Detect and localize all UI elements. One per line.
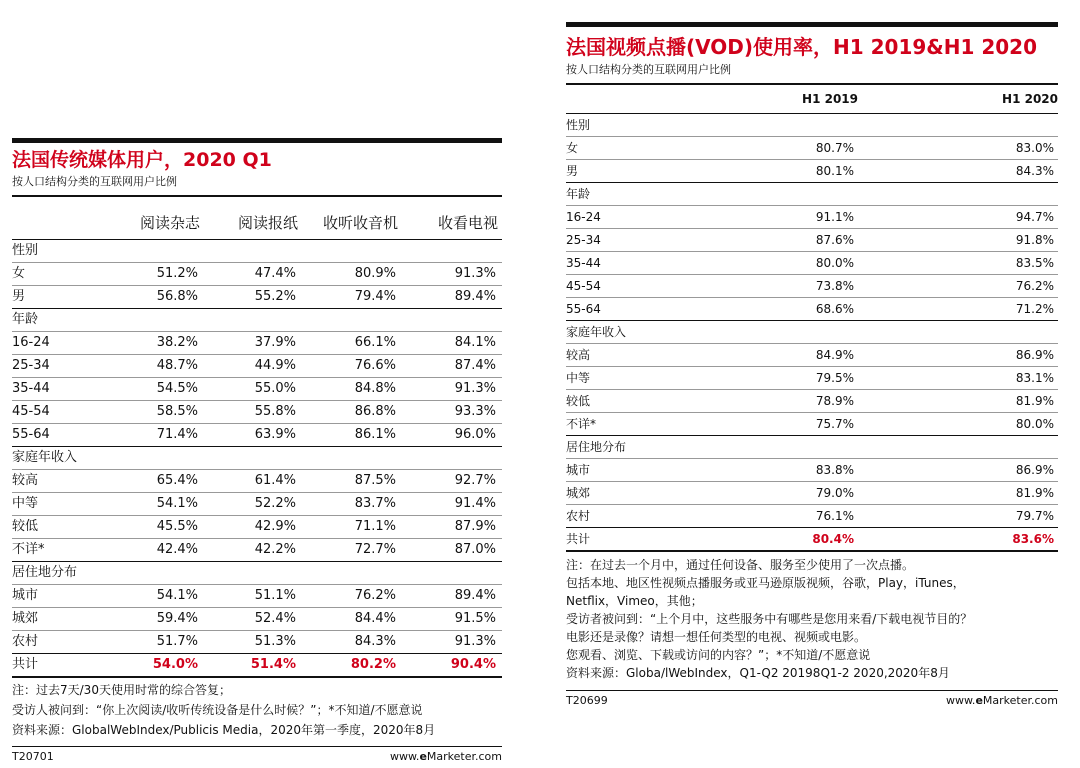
panel-subtitle: 按人口结构分类的互联网用户比例: [12, 175, 177, 188]
table-row: [566, 275, 1058, 298]
value-cell: 87.6%: [658, 229, 858, 252]
value-cell: 86.9%: [858, 344, 1058, 367]
empty-cell: [104, 240, 204, 263]
empty-cell: [204, 240, 302, 263]
header-row: [12, 197, 502, 240]
value-cell: 91.5%: [402, 608, 502, 631]
section-row: [566, 183, 1058, 206]
brand-suffix: Marketer.com: [426, 749, 502, 763]
value-cell: 83.5%: [858, 252, 1058, 275]
value-cell: 55.0%: [204, 378, 302, 401]
value-cell: 71.1%: [302, 516, 402, 539]
value-cell: 81.9%: [858, 390, 1058, 413]
value-cell: 83.1%: [858, 367, 1058, 390]
column-header: 阅读杂志: [139, 214, 200, 232]
table-row: [12, 332, 502, 355]
note-line: 注：在过去一个月中，通过任何设备、服务至少使用了一次点播。: [566, 558, 915, 572]
value-cell: 76.2%: [858, 275, 1058, 298]
note-line: 受访者被问到：“上个月中，这些服务中有哪些是您用来看/下载电视节目的？: [566, 612, 973, 626]
table-row: [566, 459, 1058, 482]
row-label: 女: [566, 137, 658, 160]
row-label: 中等: [12, 493, 104, 516]
value-cell: 66.1%: [302, 332, 402, 355]
row-label: 不详*: [566, 413, 658, 436]
table-row: [566, 505, 1058, 528]
row-label: 55-64: [566, 298, 658, 321]
value-cell: 76.1%: [658, 505, 858, 528]
section-label: 年龄: [566, 183, 658, 206]
empty-cell: [858, 114, 1058, 137]
section-row: [12, 240, 502, 263]
value-cell: 84.1%: [402, 332, 502, 355]
value-cell: 86.8%: [302, 401, 402, 424]
value-cell: 42.4%: [104, 539, 204, 562]
section-label: 居住地分布: [12, 562, 104, 585]
empty-cell: [858, 321, 1058, 344]
top-rule: [566, 22, 1058, 27]
row-label: 城市: [566, 459, 658, 482]
column-header: 收听收音机: [322, 214, 398, 232]
value-cell: 84.3%: [858, 160, 1058, 183]
empty-cell: [104, 447, 204, 470]
total-row: [566, 528, 1058, 551]
value-cell: 87.0%: [402, 539, 502, 562]
value-cell: 76.2%: [302, 585, 402, 608]
value-cell: 56.8%: [104, 286, 204, 309]
table-footer: [12, 746, 502, 765]
table-footer: [566, 690, 1058, 709]
empty-cell: [858, 183, 1058, 206]
value-cell: 94.7%: [858, 206, 1058, 229]
value-cell: 48.7%: [104, 355, 204, 378]
table-row: [12, 470, 502, 493]
panel-subtitle: 按人口结构分类的互联网用户比例: [566, 63, 731, 76]
value-cell: 80.0%: [858, 413, 1058, 436]
table-row: [12, 355, 502, 378]
section-label: 性别: [566, 114, 658, 137]
value-cell: 54.1%: [104, 585, 204, 608]
total-row: [12, 654, 502, 677]
table-row: [566, 344, 1058, 367]
value-cell: 83.8%: [658, 459, 858, 482]
brand-link[interactable]: [390, 750, 502, 763]
section-row: [12, 309, 502, 332]
empty-cell: [104, 309, 204, 332]
table-row: [566, 413, 1058, 436]
table-row: [12, 631, 502, 654]
brand-prefix: www.: [945, 693, 976, 707]
row-label: 较低: [12, 516, 104, 539]
table-row: [12, 539, 502, 562]
note-line: 注：过去7天/30天使用时常的综合答复；: [12, 683, 231, 697]
table-row: [12, 286, 502, 309]
table-row: [566, 229, 1058, 252]
value-cell: 87.9%: [402, 516, 502, 539]
value-cell: 75.7%: [658, 413, 858, 436]
value-cell: 96.0%: [402, 424, 502, 447]
section-row: [566, 321, 1058, 344]
row-label: 不详*: [12, 539, 104, 562]
table-row: [566, 137, 1058, 160]
value-cell: 71.4%: [104, 424, 204, 447]
panel-title: 法国视频点播(VOD)使用率，H1 2019&H1 2020: [566, 35, 1038, 59]
empty-cell: [204, 309, 302, 332]
value-cell: 80.7%: [658, 137, 858, 160]
value-cell: 58.5%: [104, 401, 204, 424]
row-label: 55-64: [12, 424, 104, 447]
empty-cell: [204, 447, 302, 470]
value-cell: 72.7%: [302, 539, 402, 562]
section-label: 居住地分布: [566, 436, 658, 459]
value-cell: 68.6%: [658, 298, 858, 321]
section-row: [12, 447, 502, 470]
row-label: 较高: [12, 470, 104, 493]
column-header: H1 2020: [1002, 92, 1058, 106]
header-row: [566, 85, 1058, 114]
table-id: T20699: [566, 693, 608, 707]
value-cell: 80.0%: [658, 252, 858, 275]
table-row: [566, 298, 1058, 321]
value-cell: 45.5%: [104, 516, 204, 539]
empty-cell: [858, 436, 1058, 459]
empty-cell: [402, 447, 502, 470]
column-header: [566, 85, 658, 114]
value-cell: 47.4%: [204, 263, 302, 286]
row-label: 16-24: [566, 206, 658, 229]
empty-cell: [302, 562, 402, 585]
value-cell: 38.2%: [104, 332, 204, 355]
value-cell: 91.3%: [402, 378, 502, 401]
row-label: 农村: [566, 505, 658, 528]
value-cell: 84.3%: [302, 631, 402, 654]
row-label: 共计: [12, 654, 104, 677]
empty-cell: [402, 309, 502, 332]
table-row: [566, 390, 1058, 413]
row-label: 共计: [566, 528, 658, 551]
value-cell: 73.8%: [658, 275, 858, 298]
value-cell: 87.4%: [402, 355, 502, 378]
note-line: 包括本地、地区性视频点播服务或亚马逊原版视频，谷歌，Play，iTunes，: [566, 576, 965, 590]
row-label: 城郊: [12, 608, 104, 631]
empty-cell: [402, 240, 502, 263]
value-cell: 79.5%: [658, 367, 858, 390]
value-cell: 80.4%: [658, 528, 858, 551]
value-cell: 76.6%: [302, 355, 402, 378]
value-cell: 86.1%: [302, 424, 402, 447]
value-cell: 55.8%: [204, 401, 302, 424]
value-cell: 52.2%: [204, 493, 302, 516]
value-cell: 52.4%: [204, 608, 302, 631]
value-cell: 51.4%: [204, 654, 302, 677]
row-label: 女: [12, 263, 104, 286]
empty-cell: [302, 309, 402, 332]
value-cell: 84.9%: [658, 344, 858, 367]
value-cell: 63.9%: [204, 424, 302, 447]
value-cell: 51.3%: [204, 631, 302, 654]
value-cell: 81.9%: [858, 482, 1058, 505]
section-label: 年龄: [12, 309, 104, 332]
table-row: [12, 401, 502, 424]
empty-cell: [302, 447, 402, 470]
value-cell: 71.2%: [858, 298, 1058, 321]
value-cell: 44.9%: [204, 355, 302, 378]
column-header: 收看电视: [437, 214, 498, 232]
empty-cell: [658, 183, 858, 206]
value-cell: 55.2%: [204, 286, 302, 309]
value-cell: 89.4%: [402, 286, 502, 309]
brand-link[interactable]: [946, 694, 1058, 707]
empty-cell: [104, 562, 204, 585]
row-label: 16-24: [12, 332, 104, 355]
column-header: [12, 197, 104, 240]
row-label: 45-54: [12, 401, 104, 424]
value-cell: 42.2%: [204, 539, 302, 562]
row-label: 城市: [12, 585, 104, 608]
table-row: [12, 516, 502, 539]
row-label: 中等: [566, 367, 658, 390]
value-cell: 42.9%: [204, 516, 302, 539]
row-label: 男: [12, 286, 104, 309]
column-header: H1 2019: [802, 92, 858, 106]
value-cell: 37.9%: [204, 332, 302, 355]
value-cell: 91.1%: [658, 206, 858, 229]
row-label: 男: [566, 160, 658, 183]
empty-cell: [658, 114, 858, 137]
empty-cell: [204, 562, 302, 585]
table-row: [12, 378, 502, 401]
table-row: [566, 206, 1058, 229]
value-cell: 54.0%: [104, 654, 204, 677]
value-cell: 91.8%: [858, 229, 1058, 252]
table-row: [12, 493, 502, 516]
value-cell: 80.9%: [302, 263, 402, 286]
value-cell: 86.9%: [858, 459, 1058, 482]
row-label: 35-44: [566, 252, 658, 275]
panel-title: 法国传统媒体用户，2020 Q1: [12, 149, 272, 171]
empty-cell: [302, 240, 402, 263]
data-table: [566, 85, 1058, 550]
value-cell: 89.4%: [402, 585, 502, 608]
empty-cell: [402, 562, 502, 585]
note-line: 您观看、浏览、下载或访问的内容？”；*不知道/不愿意说: [566, 648, 871, 662]
row-label: 25-34: [566, 229, 658, 252]
note-line: 资料来源：Globa/lWebIndex，Q1-Q2 20198Q1-2 2020,2020年8月: [566, 666, 950, 680]
row-label: 较高: [566, 344, 658, 367]
value-cell: 79.7%: [858, 505, 1058, 528]
value-cell: 51.2%: [104, 263, 204, 286]
note-line: 受访人被问到：“你上次阅读/收听传统设备是什么时候？”；*不知道/不愿意说: [12, 703, 423, 717]
value-cell: 93.3%: [402, 401, 502, 424]
value-cell: 80.2%: [302, 654, 402, 677]
table-row: [12, 424, 502, 447]
value-cell: 51.7%: [104, 631, 204, 654]
value-cell: 78.9%: [658, 390, 858, 413]
column-header: 阅读报纸: [237, 214, 298, 232]
table-row: [12, 263, 502, 286]
row-label: 农村: [12, 631, 104, 654]
value-cell: 91.3%: [402, 631, 502, 654]
section-label: 家庭年收入: [566, 321, 658, 344]
value-cell: 83.6%: [858, 528, 1058, 551]
value-cell: 54.5%: [104, 378, 204, 401]
section-row: [566, 114, 1058, 137]
vod-usage-table-panel: [566, 22, 1058, 709]
top-rule: [12, 138, 502, 143]
value-cell: 83.0%: [858, 137, 1058, 160]
value-cell: 91.4%: [402, 493, 502, 516]
brand-e: e: [419, 749, 427, 763]
row-label: 城郊: [566, 482, 658, 505]
row-label: 45-54: [566, 275, 658, 298]
table-row: [566, 252, 1058, 275]
table-row: [566, 160, 1058, 183]
data-table: [12, 197, 502, 676]
value-cell: 54.1%: [104, 493, 204, 516]
table-id: T20701: [12, 749, 54, 763]
row-label: 25-34: [12, 355, 104, 378]
table-notes: [566, 550, 1058, 682]
note-line: 资料来源：GlobalWebIndex/Publicis Media，2020年第一季度，2020年8月: [12, 723, 436, 737]
brand-prefix: www.: [389, 749, 420, 763]
value-cell: 65.4%: [104, 470, 204, 493]
value-cell: 87.5%: [302, 470, 402, 493]
value-cell: 79.0%: [658, 482, 858, 505]
section-label: 家庭年收入: [12, 447, 104, 470]
value-cell: 84.8%: [302, 378, 402, 401]
row-label: 较低: [566, 390, 658, 413]
brand-e: e: [975, 693, 983, 707]
value-cell: 84.4%: [302, 608, 402, 631]
value-cell: 59.4%: [104, 608, 204, 631]
section-label: 性别: [12, 240, 104, 263]
value-cell: 80.1%: [658, 160, 858, 183]
value-cell: 90.4%: [402, 654, 502, 677]
empty-cell: [658, 436, 858, 459]
note-line: Netflix，Vimeo，其他；: [566, 594, 703, 608]
brand-suffix: Marketer.com: [982, 693, 1058, 707]
table-row: [12, 585, 502, 608]
table-row: [12, 608, 502, 631]
row-label: 35-44: [12, 378, 104, 401]
table-row: [566, 367, 1058, 390]
value-cell: 61.4%: [204, 470, 302, 493]
value-cell: 91.3%: [402, 263, 502, 286]
value-cell: 92.7%: [402, 470, 502, 493]
section-row: [566, 436, 1058, 459]
value-cell: 83.7%: [302, 493, 402, 516]
table-notes: [12, 676, 502, 740]
value-cell: 51.1%: [204, 585, 302, 608]
section-row: [12, 562, 502, 585]
note-line: 电影还是录像？请想一想任何类型的电视、视频或电影。: [566, 630, 867, 644]
value-cell: 79.4%: [302, 286, 402, 309]
traditional-media-table-panel: [12, 138, 502, 765]
table-row: [566, 482, 1058, 505]
empty-cell: [658, 321, 858, 344]
